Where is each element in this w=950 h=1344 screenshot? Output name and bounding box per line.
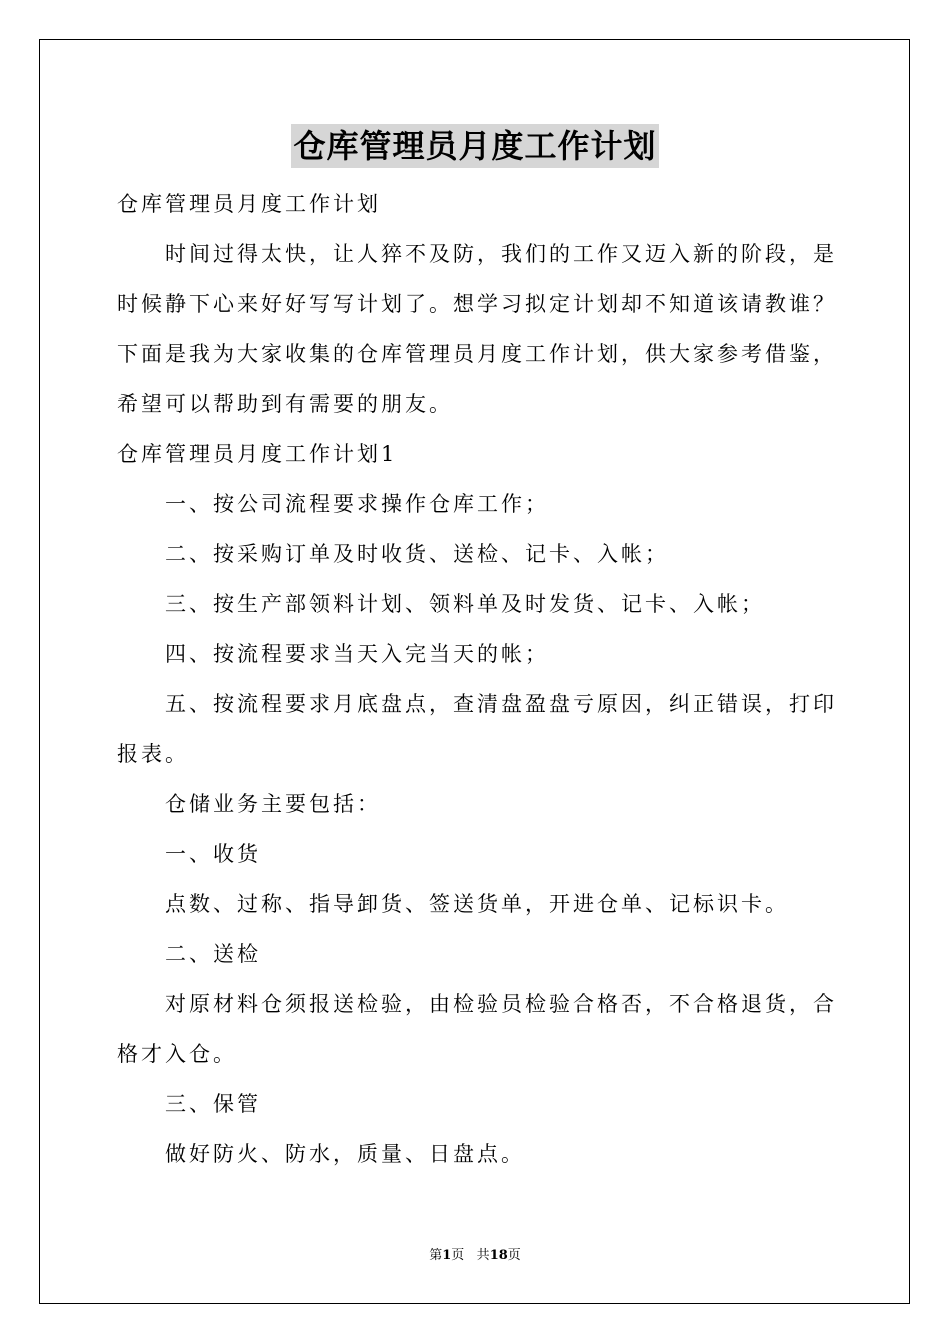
- footer-page-prefix: 第: [429, 1248, 443, 1263]
- page-footer: [0, 1246, 950, 1266]
- paragraph-section-heading: 仓库管理员月度工作计划1: [117, 442, 398, 466]
- paragraph-item-1: 一、按公司流程要求操作仓库工作；: [165, 492, 549, 516]
- paragraph-subtitle: 仓库管理员月度工作计划: [117, 192, 381, 216]
- document-body: [117, 179, 837, 1179]
- footer-page-suffix: 页: [451, 1248, 465, 1263]
- paragraph-storage-intro: 仓储业务主要包括：: [165, 792, 381, 816]
- paragraph-inspect-detail: 对原材料仓须报送检验，由检验员检验合格否，不合格退货，合格才入仓。: [117, 992, 837, 1066]
- document-title: 仓库管理员月度工作计划: [291, 124, 658, 168]
- paragraph-inspect-heading: 二、送检: [165, 942, 261, 966]
- footer-total-pages: 18: [489, 1248, 508, 1263]
- paragraph-item-4: 四、按流程要求当天入完当天的帐；: [165, 642, 549, 666]
- footer-total-prefix: 共: [476, 1248, 490, 1263]
- footer-page-number: 1: [442, 1248, 452, 1263]
- paragraph-receive-detail: 点数、过称、指导卸货、签送货单，开进仓单、记标识卡。: [165, 892, 789, 916]
- paragraph-intro: 时间过得太快，让人猝不及防，我们的工作又迈入新的阶段，是时候静下心来好好写写计划了。想学习拟定计划却不知道该请教谁？下面是我为大家收集的仓库管理员月度工作计划，供大家参考借鉴，希望可以帮助到有需要的朋友。: [117, 242, 837, 416]
- title-wrap: [0, 124, 950, 168]
- paragraph-keep-heading: 三、保管: [165, 1092, 261, 1116]
- paragraph-keep-detail: 做好防火、防水，质量、日盘点。: [165, 1142, 525, 1166]
- paragraph-item-3: 三、按生产部领料计划、领料单及时发货、记卡、入帐；: [165, 592, 765, 616]
- paragraph-receive-heading: 一、收货: [165, 842, 261, 866]
- footer-total-suffix: 页: [507, 1248, 521, 1263]
- paragraph-item-5: 五、按流程要求月底盘点，查清盘盈盘亏原因，纠正错误，打印报表。: [117, 692, 837, 766]
- paragraph-item-2: 二、按采购订单及时收货、送检、记卡、入帐；: [165, 542, 669, 566]
